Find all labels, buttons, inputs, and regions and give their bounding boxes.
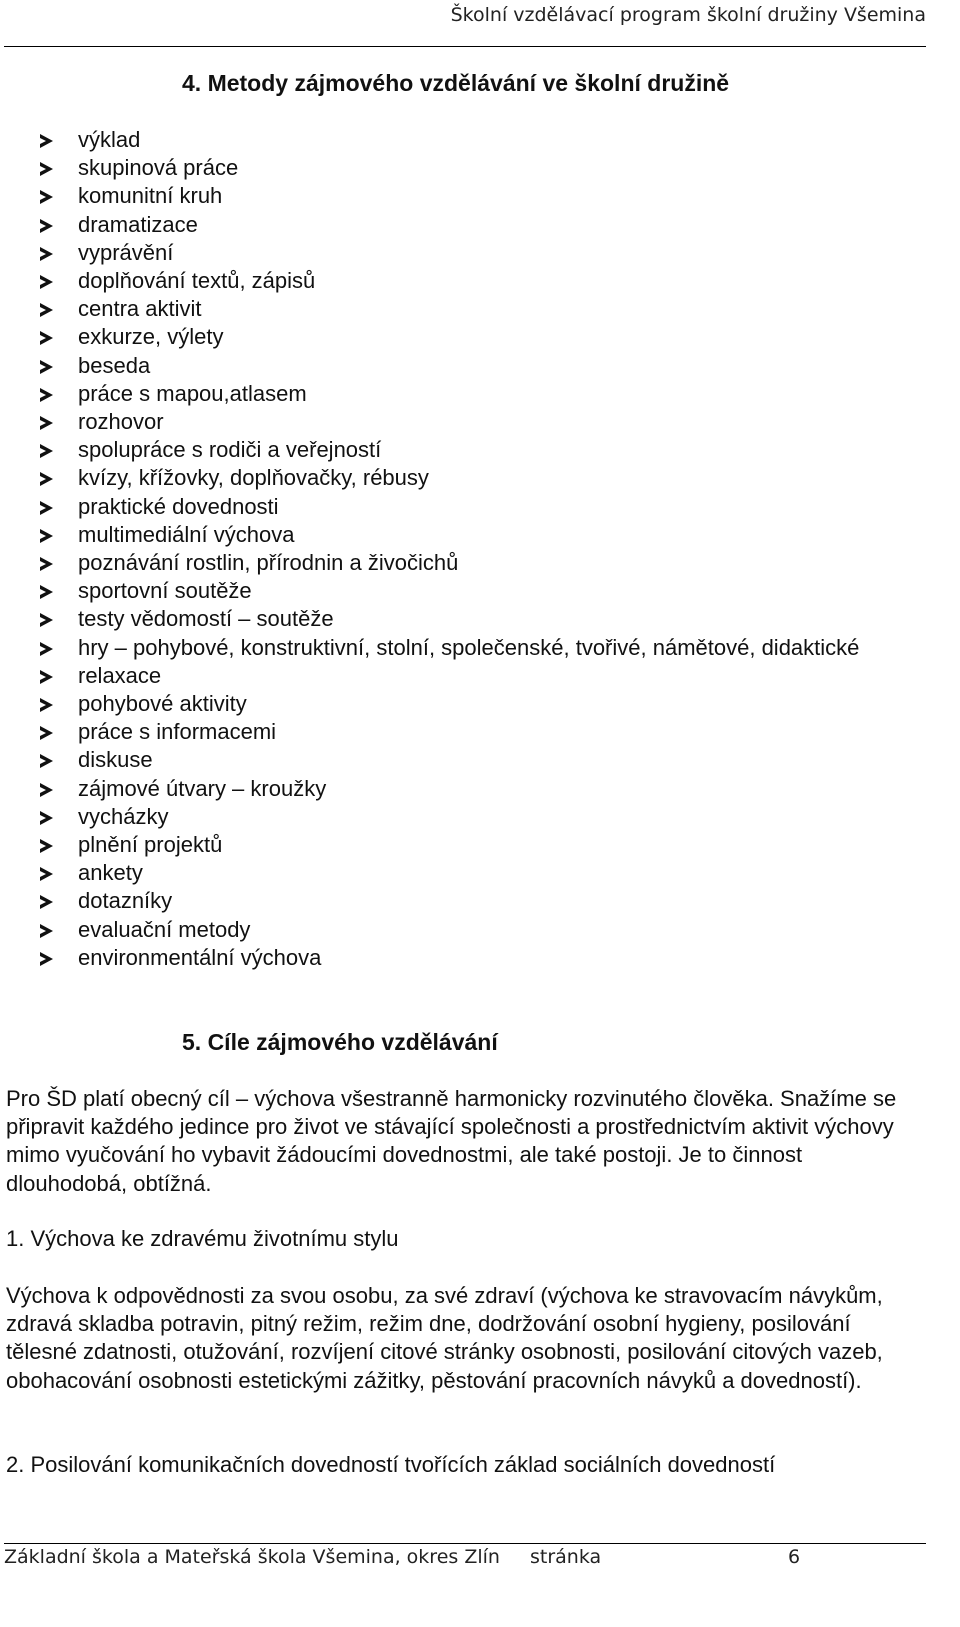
arrow-bullet-icon: [40, 642, 53, 656]
methods-list-item-label: testy vědomostí – soutěže: [78, 606, 334, 632]
methods-list-item-label: zájmové útvary – kroužky: [78, 775, 327, 801]
methods-list-item-label: multimediální výchova: [78, 521, 295, 547]
methods-list-item-label: pohybové aktivity: [78, 691, 247, 717]
methods-list-item: [38, 464, 918, 492]
arrow-bullet-icon: [40, 190, 53, 204]
methods-list-item-label: diskuse: [78, 747, 153, 773]
arrow-bullet-icon: [40, 698, 53, 712]
running-header: Školní vzdělávací program školní družiny Všemina: [450, 4, 926, 26]
methods-list-item-label: evaluační metody: [78, 916, 251, 942]
methods-list-item-label: praktické dovednosti: [78, 493, 279, 519]
methods-list-item-label: rozhovor: [78, 409, 164, 435]
methods-list-item: [38, 690, 918, 718]
arrow-bullet-icon: [40, 839, 53, 853]
methods-list-item: [38, 267, 918, 295]
methods-list-item-label: kvízy, křížovky, doplňovačky, rébusy: [78, 465, 429, 491]
footer-school-name: Základní škola a Mateřská škola Všemina, okres Zlín: [4, 1546, 500, 1568]
footer-page-number: 6: [788, 1546, 801, 1568]
arrow-bullet-icon: [40, 585, 53, 599]
methods-list-item-label: vyprávění: [78, 239, 174, 265]
arrow-bullet-icon: [40, 613, 53, 627]
methods-list-item: [38, 323, 918, 351]
methods-list-item: [38, 239, 918, 267]
methods-list-item-label: skupinová práce: [78, 155, 239, 181]
goal-item-1-title: 1. Výchova ke zdravému životnímu stylu: [6, 1226, 399, 1251]
methods-list-item-label: dotazníky: [78, 888, 173, 914]
methods-list-item: [38, 182, 918, 210]
methods-list-item: [38, 634, 918, 662]
methods-list-item: [38, 831, 918, 859]
methods-list: [38, 126, 918, 972]
arrow-bullet-icon: [40, 388, 53, 402]
methods-list-item-label: poznávání rostlin, přírodnin a živočichů: [78, 550, 459, 576]
header-rule: [4, 46, 926, 47]
methods-list-item: [38, 380, 918, 408]
methods-list-item: [38, 775, 918, 803]
methods-list-item: [38, 295, 918, 323]
methods-list-item-label: plnění projektů: [78, 832, 223, 858]
arrow-bullet-icon: [40, 219, 53, 233]
goal-item-2-title: 2. Posilování komunikačních dovedností tvořících základ sociálních dovedností: [6, 1452, 776, 1477]
methods-list-item-label: ankety: [78, 860, 143, 886]
methods-list-item-label: dramatizace: [78, 211, 198, 237]
arrow-bullet-icon: [40, 134, 53, 148]
arrow-bullet-icon: [40, 444, 53, 458]
methods-list-item-label: vycházky: [78, 803, 169, 829]
arrow-bullet-icon: [40, 472, 53, 486]
methods-list-item: [38, 887, 918, 915]
arrow-bullet-icon: [40, 416, 53, 430]
arrow-bullet-icon: [40, 331, 53, 345]
arrow-bullet-icon: [40, 811, 53, 825]
goal-item-1-body: Výchova k odpovědnosti za svou osobu, za své zdraví (výchova ke stravovacím návykům, zdravá skladba potravin, pitný režim, režim dne, dodržování osobní hygieny, posilování tělesné zdatnosti, otužování, rozvíjení citové stránky osobnosti, posilování citových vazeb, obohacování osobnosti estetickými zážitky, pěstování pracovních návyků a dovedností).: [6, 1283, 883, 1393]
methods-list-item-label: relaxace: [78, 662, 162, 688]
methods-list-item-label: spolupráce s rodiči a veřejností: [78, 437, 382, 463]
methods-list-item-label: doplňování textů, zápisů: [78, 268, 316, 294]
arrow-bullet-icon: [40, 867, 53, 881]
methods-list-item: [38, 662, 918, 690]
methods-list-item-label: komunitní kruh: [78, 183, 223, 209]
methods-list-item: [38, 577, 918, 605]
methods-list-item-label: exkurze, výlety: [78, 324, 224, 350]
methods-list-item-label: beseda: [78, 352, 151, 378]
methods-list-item: [38, 211, 918, 239]
methods-list-item: [38, 549, 918, 577]
footer-page-label: stránka: [530, 1546, 602, 1568]
methods-list-item: [38, 944, 918, 972]
methods-list-item: [38, 916, 918, 944]
footer-rule: [4, 1543, 926, 1544]
arrow-bullet-icon: [40, 303, 53, 317]
methods-list-item: [38, 521, 918, 549]
methods-list-item: [38, 154, 918, 182]
arrow-bullet-icon: [40, 726, 53, 740]
page-footer: [4, 1546, 926, 1574]
methods-list-item: [38, 746, 918, 774]
methods-list-item: [38, 859, 918, 887]
section-heading-goals: 5. Cíle zájmového vzdělávání: [182, 1029, 498, 1055]
arrow-bullet-icon: [40, 783, 53, 797]
methods-list-item: [38, 605, 918, 633]
methods-list-item: [38, 126, 918, 154]
arrow-bullet-icon: [40, 529, 53, 543]
methods-list-item-label: práce s mapou,atlasem: [78, 380, 307, 406]
arrow-bullet-icon: [40, 952, 53, 966]
methods-list-item-label: centra aktivit: [78, 296, 202, 322]
arrow-bullet-icon: [40, 557, 53, 571]
methods-list-item-label: environmentální výchova: [78, 944, 322, 970]
methods-list-item-label: práce s informacemi: [78, 719, 277, 745]
arrow-bullet-icon: [40, 162, 53, 176]
arrow-bullet-icon: [40, 275, 53, 289]
methods-list-item: [38, 803, 918, 831]
arrow-bullet-icon: [40, 895, 53, 909]
methods-list-item-label: sportovní soutěže: [78, 578, 252, 604]
arrow-bullet-icon: [40, 754, 53, 768]
goals-intro-paragraph: Pro ŠD platí obecný cíl – výchova všestranně harmonicky rozvinutého člověka. Snažíme se připravit každého jedince pro život ve stávající společnosti a prostřednictvím aktivit výchovy mimo vyučování ho vybavit žádoucími dovednostmi, ale také postoji. Je to činnost dlouhodobá, obtížná.: [6, 1086, 897, 1196]
arrow-bullet-icon: [40, 360, 53, 374]
methods-list-item-label: výklad: [78, 127, 141, 152]
methods-list-item: [38, 436, 918, 464]
section-heading-methods: 4. Metody zájmového vzdělávání ve školní družině: [182, 70, 730, 96]
arrow-bullet-icon: [40, 247, 53, 261]
arrow-bullet-icon: [40, 670, 53, 684]
arrow-bullet-icon: [40, 924, 53, 938]
methods-list-item: [38, 352, 918, 380]
methods-list-item: [38, 718, 918, 746]
methods-list-item: [38, 408, 918, 436]
methods-list-item-label: hry – pohybové, konstruktivní, stolní, společenské, tvořivé, námětové, didaktické: [78, 634, 860, 660]
methods-list-item: [38, 493, 918, 521]
arrow-bullet-icon: [40, 501, 53, 515]
